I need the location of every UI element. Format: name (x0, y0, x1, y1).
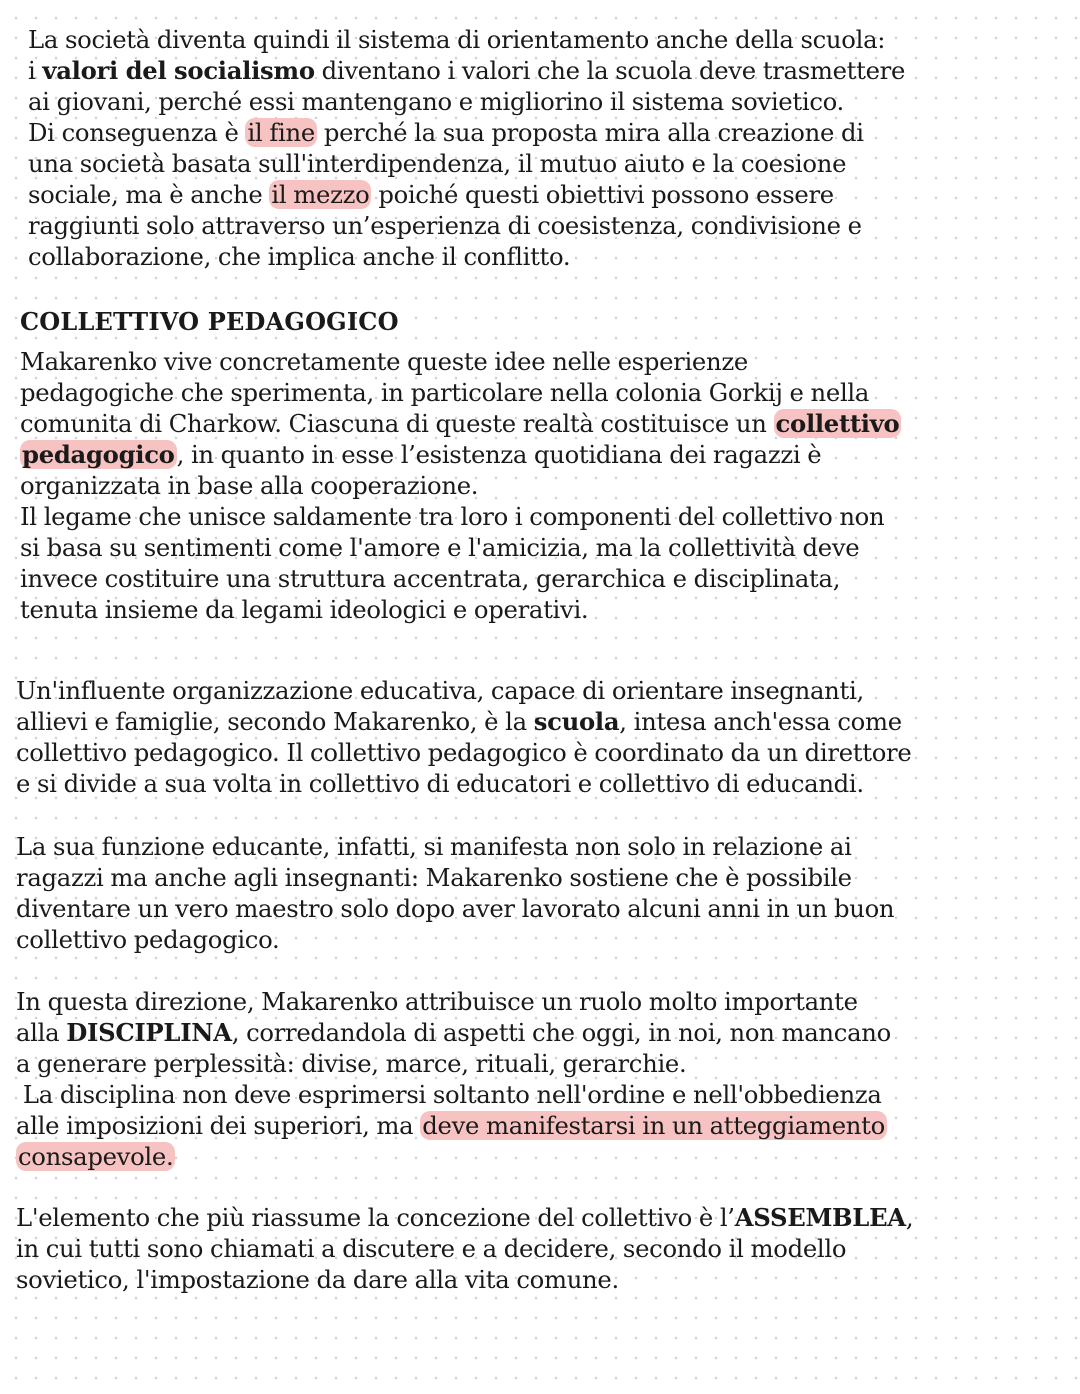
highlight-collettivo: collettivo (775, 409, 900, 438)
text-line: sociale, ma è anche il mezzo poiché questi obiettivi possono essere (28, 180, 834, 209)
text-line: sovietico, l'impostazione da dare alla vita comune. (16, 1265, 619, 1294)
highlight-consapevole: consapevole. (18, 1142, 174, 1171)
highlight-il-fine: il fine (247, 118, 315, 147)
text-line: e si divide a sua volta in collettivo di educatori e collettivo di educandi. (16, 769, 864, 798)
text-line: alle imposizioni dei superiori, ma deve manifestarsi in un atteggiamento (16, 1111, 885, 1140)
text-line (16, 1141, 891, 1172)
text-line: diventare un vero maestro solo dopo aver lavorato alcuni anni in un buon (16, 894, 895, 923)
text-line: invece costituire una struttura accentrata, gerarchica e disciplinata, (20, 564, 841, 593)
highlight-il-mezzo: il mezzo (271, 180, 370, 209)
text-line: i valori del socialismo diventano i valori che la scuola deve trasmettere (28, 56, 906, 85)
text-line: si basa su sentimenti come l'amore e l'amicizia, ma la collettività deve (20, 533, 860, 562)
text-line: una società basata sull'interdipendenza, il mutuo aiuto e la coesione (28, 149, 847, 178)
paragraph-socialism-values (28, 24, 905, 272)
highlight-pedagogico: pedagogico (22, 440, 175, 469)
text-line: ai giovani, perché essi mantengano e migliorino il sistema sovietico. (28, 87, 844, 116)
paragraph-assembly (16, 1202, 913, 1295)
text-line: La disciplina non deve esprimersi soltanto nell'ordine e nell'obbedienza (16, 1080, 882, 1109)
section-heading: COLLETTIVO PEDAGOGICO (20, 307, 399, 336)
bold-term-assemblea: ASSEMBLEA (734, 1203, 906, 1232)
bold-term-disciplina: DISCIPLINA (66, 1018, 232, 1047)
text-line: In questa direzione, Makarenko attribuisce un ruolo molto importante (16, 987, 858, 1016)
text-line: Makarenko vive concretamente queste idee nelle esperienze (20, 347, 748, 376)
bold-term-valori-del-socialismo: valori del socialismo (42, 56, 315, 85)
paragraph-makarenko-experiences (20, 346, 901, 625)
text-line: ragazzi ma anche agli insegnanti: Makarenko sostiene che è possibile (16, 863, 852, 892)
text-line: Il legame che unisce saldamente tra loro i componenti del collettivo non (20, 502, 885, 531)
text-line: La società diventa quindi il sistema di orientamento anche della scuola: (28, 25, 886, 54)
paragraph-educating-function (16, 831, 894, 955)
text-line: collettivo pedagogico. Il collettivo pedagogico è coordinato da un direttore (16, 738, 912, 767)
text-line: collaborazione, che implica anche il conflitto. (28, 242, 571, 271)
paragraph-school (16, 675, 911, 799)
text-line: raggiunti solo attraverso un’esperienza di coesistenza, condivisione e (28, 211, 862, 240)
text-line: comunita di Charkow. Ciascuna di queste realtà costituisce un collettivo (20, 409, 900, 438)
highlight-atteggiamento: deve manifestarsi in un atteggiamento (422, 1111, 885, 1140)
text-line: La sua funzione educante, infatti, si manifesta non solo in relazione ai (16, 832, 852, 861)
text-line: tenuta insieme da legami ideologici e operativi. (20, 595, 589, 624)
text-line: L'elemento che più riassume la concezione del collettivo è l’ASSEMBLEA, (16, 1203, 914, 1232)
text-line: a generare perplessità: divise, marce, rituali, gerarchie. (16, 1049, 687, 1078)
text-line: in cui tutti sono chiamati a discutere e a decidere, secondo il modello (16, 1234, 847, 1263)
bold-term-scuola: scuola (533, 707, 620, 736)
text-line: alla DISCIPLINA, corredandola di aspetti che oggi, in noi, non mancano (16, 1018, 891, 1047)
paragraph-discipline (16, 986, 891, 1172)
text-line: pedagogico, in quanto in esse l’esistenza quotidiana dei ragazzi è (22, 440, 822, 469)
text-line: Di conseguenza è il fine perché la sua proposta mira alla creazione di (28, 118, 864, 147)
text-line: organizzata in base alla cooperazione. (20, 471, 479, 500)
text-line: pedagogiche che sperimenta, in particolare nella colonia Gorkij e nella (20, 378, 870, 407)
text-line: Un'influente organizzazione educativa, capace di orientare insegnanti, (16, 676, 864, 705)
text-line: allievi e famiglie, secondo Makarenko, è la scuola, intesa anch'essa come (16, 707, 902, 736)
text-line: collettivo pedagogico. (16, 925, 280, 954)
